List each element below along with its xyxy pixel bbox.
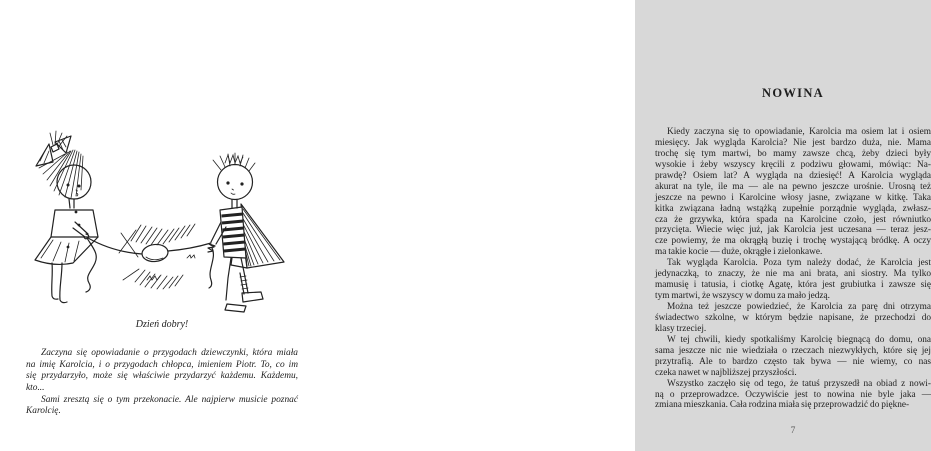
intro-text (26, 348, 298, 418)
text-line: akurat na tyle, ile ma — ale na pewno jeszcze urośnie. Urosną też (655, 181, 931, 192)
text-line: klasy trzeciej. (655, 323, 707, 334)
children-illustration (35, 130, 290, 318)
text-line: Tak wygląda Karolcia. Poza tym należy dodać, że Karolcia jest (667, 258, 931, 269)
body-text (655, 127, 931, 411)
text-line: mamusię i tatusia, i ciotkę Agatę, która jest grubiutka i zawsze się (655, 280, 931, 291)
girl-figure (35, 131, 98, 303)
text-line: tym martwi, że wszyscy w domu za mało jedzą. (655, 291, 830, 302)
text-line: prawdę? Osiem lat? A wygląda na dziesięć! A Karolcia wygląda (655, 170, 931, 181)
text-line: miesięcy. Jak wygląda Karolcia? Nie jest bardzo duża, nie. Mama (655, 137, 931, 148)
text-line: Wszystko zaczęło się od tego, że tatuś przyszedł na obiad z nowi- (667, 378, 931, 389)
text-line: kto... (26, 383, 45, 394)
text-line: jedynaczką, to znaczy, że nie ma ani brata, ani siostry. Ma tylko (655, 269, 931, 280)
text-line: zmiana mieszkania. Cała rodzina miała się przeprowadzić do piękne- (655, 400, 910, 411)
text-line: Karolcię. (26, 406, 61, 417)
page-number: 7 (790, 426, 796, 436)
text-line: ma takie kocie — duże, okrągłe i zielonkawe. (655, 247, 823, 258)
text-line: przytrafią. Ale to bardzo często tak bywa — nie wiemy, co nas (655, 356, 931, 367)
text-line: cza że grzywka, która spada na Karolcine czoło, jest równiutko (655, 214, 931, 225)
text-line: W tej chwili, kiedy spotkaliśmy Karolcię biegnącą do domu, ona (667, 334, 931, 345)
text-line: Kiedy zaczyna się to opowiadanie, Karolcia ma osiem lat i osiem (667, 127, 931, 137)
motion-hatches (119, 224, 195, 289)
text-line: Sami zresztą się o tym przekonacie. Ale najpierw musicie poznać (41, 394, 298, 405)
text-line: Można też jeszcze powiedzieć, że Karolcia za parę dni otrzyma (667, 302, 931, 312)
text-line: na imię Karolcia, i o przygodach chłopca, imieniem Piotr. To, co im (26, 359, 298, 370)
chapter-title: NOWINA (762, 86, 824, 100)
text-line: jeszcze na pewno i Karolcine włosy jasne, związane w kitkę. Taka (655, 192, 931, 203)
text-line: kitka związana ładną wstążką zupełnie porządnie wygląda, zwłasz- (655, 203, 931, 214)
text-line: ną o przeprowadzce. Oczywiście jest to nowina nie byle jaka — (655, 389, 931, 400)
string-and-bead (88, 238, 211, 263)
right-page (317, 0, 931, 451)
text-line: cze powiemy, że ma okrągłą buzię i trochę wystającą bródkę. A oczy (655, 236, 931, 247)
text-line: Zaczyna się opowiadanie o przygodach dziewczynki, która miała (41, 348, 298, 358)
text-line: trochę się tym martwi, bo mamy zawsze chcą, żeby dzieci były (655, 148, 931, 159)
boy-figure (208, 153, 284, 312)
illustration-caption: Dzień dobry! (135, 319, 189, 330)
text-line: się przydarzyło, może się właściwie przydarzyć każdemu. Każdemu, (26, 371, 298, 382)
text-line: sama jeszcze nic nie wiedziała o rzeczach niezwykłych, które się jej (655, 345, 931, 356)
text-line: przycięta. Wiecie więc już, jak Karolcia jest uczesana — teraz jesz- (655, 225, 931, 236)
text-line: wysokie i żeby wszyscy kręcili z podziwu głowami, mówiąc: Na- (655, 159, 931, 170)
left-page (0, 0, 317, 451)
text-line: świadectwo szkolne, w którym będzie napisane, że przechodzi do (655, 312, 931, 323)
text-line: czeka nawet w najbliższej przyszłości. (655, 367, 797, 378)
